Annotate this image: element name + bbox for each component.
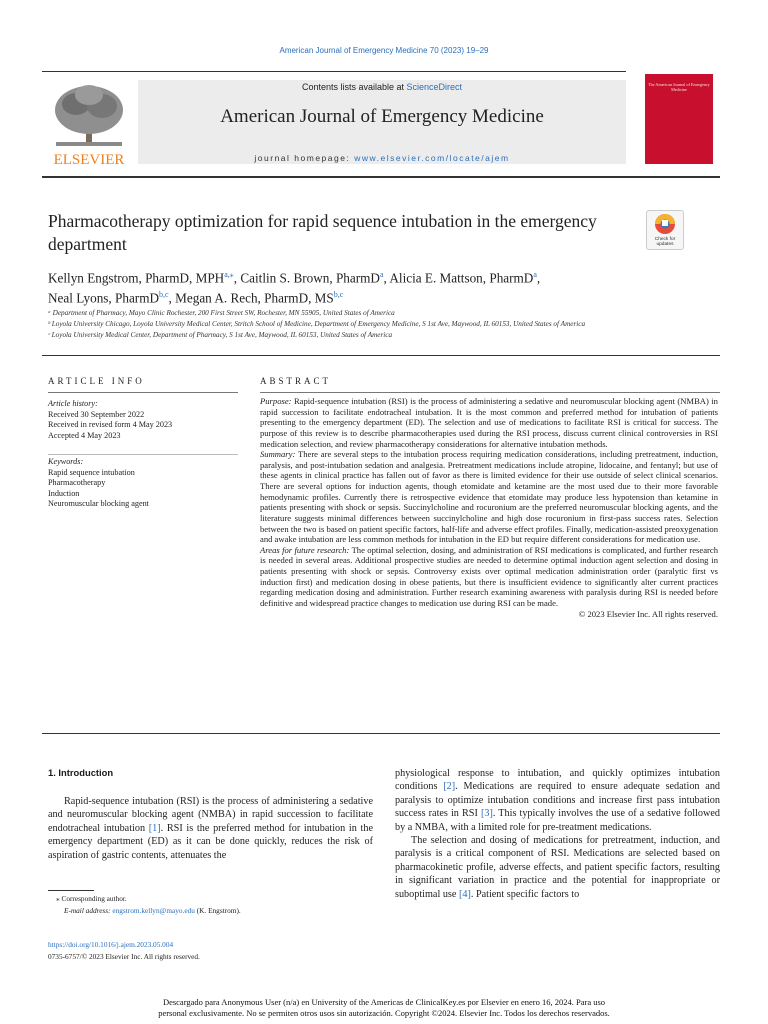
- author-name: Alicia E. Mattson, PharmD: [389, 270, 534, 286]
- issn-line: 0735-6757/© 2023 Elsevier Inc. All rights reserved.: [48, 951, 200, 961]
- keyword: Induction: [48, 488, 80, 498]
- author-name: Megan A. Rech, PharmD, MS: [175, 290, 334, 306]
- history-item: Accepted 4 May 2023: [48, 430, 121, 440]
- download-notice-line: personal exclusivamente. No se permiten otros usos sin autorización. Copyright ©2024. Elsevier Inc. Todos los derechos reservados.: [158, 1007, 610, 1018]
- history-item: Received 30 September 2022: [48, 409, 145, 419]
- keywords-list: [48, 457, 238, 510]
- summary-text: There are several steps to the intubation process requiring medication considerations, including pretreatment, induction, paralysis, and post-intubation sedation and analgesia. Pretreatment medications include atropine, lidocaine, and fentanyl; but use of these agents in clinical practice has fallen out of favor as there is limited evidence for their use outside of select clinical scenarios. There are several options for induction agents, though etomidate and ketamine are the most used due to their more favorable hemodynamic profiles. Currently there is retrospective evidence that etomidate may produce less hypotension than ketamine in patients presenting with shock or sepsis. Succinylcholine and rocuronium are the preferred neuromuscular blocking agents, and the literature suggests minimal differences between succinylcholine and high dose rocuronium in first-pass success rates. Selection between the two is based on patient specific factors, half-life and adverse effect profiles. Finally, medication-assisted preoxygenation and awake intubation are less common methods for intubation in the ED but require different considerations for medication use.: [260, 449, 718, 545]
- crossmark-icon: [647, 211, 683, 249]
- author-affiliation-link[interactable]: a,⁎: [224, 270, 234, 279]
- cover-text: The American Journal of Emergency Medicine: [648, 82, 710, 92]
- download-notice: [0, 997, 768, 1018]
- affiliation-c: ᶜ Loyola University Medical Center, Department of Pharmacy, S 1st Ave, Maywood, IL 60153, United States of America: [48, 331, 393, 339]
- crossmark-button[interactable]: [646, 210, 684, 250]
- body-divider: [42, 733, 720, 734]
- abstract-heading: ABSTRACT: [260, 376, 332, 386]
- article-title: Pharmacotherapy optimization for rapid sequence intubation in the emergency department: [48, 211, 597, 254]
- email-suffix: (K. Engstrom).: [194, 906, 241, 915]
- article-info-heading: ARTICLE INFO: [48, 376, 145, 386]
- intro-paragraph: The selection and dosing of medications for pretreatment, induction, and paralysis is a critical component of RSI. Medications are selected based on pharmacokinetic profile, adverse effects, and patient specific factors, resulting in significant variation in practice and the potential for inappropriate or suboptimal use [4]. Patient specific factors to: [395, 835, 720, 900]
- purpose-label: Purpose:: [260, 396, 292, 406]
- author-email-link[interactable]: engstrom.kellyn@mayo.edu: [112, 906, 195, 915]
- article-history: [48, 399, 238, 441]
- journal-cover-thumbnail[interactable]: [645, 74, 713, 164]
- abstract-rule: [260, 392, 720, 393]
- svg-text:ELSEVIER: ELSEVIER: [53, 152, 125, 166]
- keyword: Pharmacotherapy: [48, 478, 106, 488]
- citation-link[interactable]: [4]: [458, 888, 471, 900]
- citation-link[interactable]: [3]: [480, 808, 493, 820]
- tree-logo-icon: [48, 80, 130, 166]
- footnote-rule: [48, 890, 94, 891]
- intro-paragraph: physiological response to intubation, and quickly optimizes intubation conditions [2]. Medications are required to ensure adequate sedation and paralysis to optimize intubation conditions and increase first pass intubation success rates in RSI [3]. This typically involves the use of a sedative followed by a NMBA, with a limited role for pre-treatment medications.: [395, 768, 721, 833]
- summary-label: Summary:: [260, 449, 296, 460]
- doi-link[interactable]: https://doi.org/10.1016/j.ajem.2023.05.004: [48, 940, 174, 949]
- introduction-heading: 1. Introduction: [48, 767, 114, 778]
- keywords-label: Keywords:: [48, 457, 84, 466]
- intro-paragraph: Rapid-sequence intubation (RSI) is the process of administering a sedative and neuromuscular blocking agent (NMBA) in rapid succession to facilitate endotracheal intubation [1]. RSI is the preferred method for intubation in the emergency department (ED) as it can be done quickly, reduces the risk of aspiration of gastric contents, attenuates the: [48, 796, 373, 861]
- header-bottom-rule: [42, 176, 720, 178]
- journal-homepage-line: [138, 153, 626, 163]
- email-label: E-mail address:: [64, 906, 111, 915]
- author-affiliation-link[interactable]: b,c: [158, 290, 169, 300]
- author-affiliation-link[interactable]: b,c: [333, 290, 344, 300]
- author-name: Neal Lyons, PharmD: [48, 290, 159, 306]
- homepage-link[interactable]: www.elsevier.com/locate/ajem: [354, 153, 510, 163]
- history-label: Article history:: [48, 399, 98, 408]
- sciencedirect-link[interactable]: ScienceDirect: [406, 82, 463, 92]
- history-item: Received in revised form 4 May 2023: [48, 420, 173, 430]
- keywords-rule: [48, 454, 238, 455]
- elsevier-logo: [48, 80, 130, 166]
- purpose-text: Rapid-sequence intubation (RSI) is the process of administering a sedative and neuromuscular blocking agent (NMBA) in rapid succession to facilitate endotracheal intubation. It is the most common and preferred method for intubation of patients presenting to the emergency department (ED). The selection and use of medications to facilitate RSI is critical for success. The purpose of this review is to describe pharmacotherapies used during the RSI process, discuss current clinical controversies in RSI medication selection, and review pharmacotherapy considerations for alternative intubation methods.: [260, 396, 718, 449]
- keyword: Neuromuscular blocking agent: [48, 499, 149, 509]
- journal-title: American Journal of Emergency Medicine: [220, 106, 544, 127]
- corresponding-author-footnote: [56, 893, 356, 917]
- section-divider: [42, 355, 720, 356]
- abstract-purpose: [260, 396, 718, 449]
- body-column-right: [395, 767, 720, 901]
- author-list: Kellyn Engstrom, PharmD, $MPH^{a,⁎}$, Caitlin S. Brown, PharmD$^a$, Alicia E. Mattson, PharmD$^a$, Neal Lyons, PharmD$^{b,c}$, Megan A. Rech, PharmD, MS$^{b,c}$: [48, 270, 541, 306]
- svg-text:Check for: Check for: [654, 237, 676, 242]
- abstract-future: [260, 545, 718, 609]
- affiliation-b: ᵇ Loyola University Chicago, Loyola University Medical Center, Stritch School of Medicine, Department of Emergency Medicine, S 1st Ave, Maywood, IL 60153, United States of America: [48, 320, 586, 328]
- corresponding-label: ⁎ Corresponding author.: [56, 894, 127, 903]
- svg-text:updates: updates: [656, 242, 674, 247]
- body-column-left: [48, 795, 373, 862]
- homepage-prefix: journal homepage:: [254, 153, 355, 163]
- citation-link[interactable]: [2]: [443, 781, 456, 793]
- author-name: Kellyn Engstrom, PharmD, MPH: [48, 270, 225, 286]
- contents-prefix: Contents lists available at: [301, 82, 407, 92]
- journal-reference-link[interactable]: American Journal of Emergency Medicine 70 (2023) 19–29: [279, 46, 489, 55]
- future-label: Areas for future research:: [260, 544, 350, 555]
- article-info-rule: [48, 392, 238, 393]
- citation-link[interactable]: [1]: [148, 822, 161, 834]
- contents-available-line: [138, 82, 626, 92]
- future-text: The optimal selection, dosing, and administration of RSI medications is complicated, and further research is needed in several areas. Additional prospective studies are needed to determine optimal induction agent selection and dosing in patients presenting with shock or sepsis. Controversy exists over optimal medication administration order (paralytic first vs induction first) and medication dosing in obese patients, but there is insufficient evidence to significantly alter current practices regarding medication dosing and administration. Further research examining awareness with paralysis during RSI is needed before definitive and widespread practice changes to medication use during RSI can be made.: [260, 544, 719, 608]
- affiliation-a: ᵃ Department of Pharmacy, Mayo Clinic Rochester, 200 First Street SW, Rochester, MN 55905, United States of America: [48, 309, 395, 317]
- download-notice-line: Descargado para Anonymous User (n/a) en University of the Americas de ClinicalKey.es por Elsevier en enero 16, 2024. Para uso: [162, 997, 606, 1007]
- abstract-copyright: © 2023 Elsevier Inc. All rights reserved.: [578, 608, 718, 619]
- abstract-body: [260, 396, 718, 619]
- doi-block: [48, 939, 348, 962]
- abstract-summary: [260, 449, 718, 545]
- author-affiliation-link[interactable]: a: [379, 270, 384, 279]
- author-name: Caitlin S. Brown, PharmD: [240, 270, 380, 286]
- author-affiliation-link[interactable]: a: [533, 270, 537, 279]
- keyword: Rapid sequence intubation: [48, 467, 135, 477]
